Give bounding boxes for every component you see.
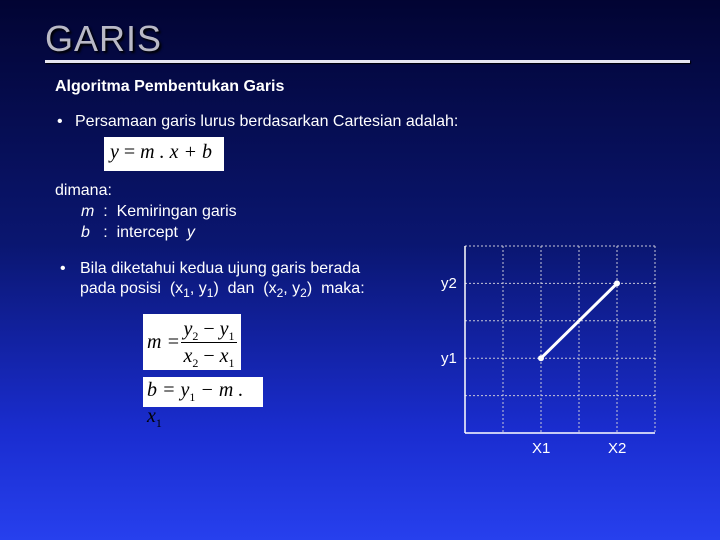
definition-b: b : intercept y [81,224,195,241]
slope-denominator: $x_2 - x_1$ [183,345,235,370]
formula-lhs: y [110,141,119,163]
y-tick-label: y2 [441,275,457,293]
slope-numerator: $y_2 - y_1$ [183,318,235,343]
endpoint-marker [538,355,544,361]
bullet-dot: • [60,260,66,277]
formula-rhs: m . x + b [140,141,212,163]
formula-equals: = [123,141,136,163]
slope-lhs: m = [147,331,180,353]
bullet-dot: • [57,113,63,130]
bullet-cartesian-text: Persamaan garis lurus berdasarkan Cartesian adalah: [75,113,459,130]
slide-title: GARIS [45,18,163,59]
x-tick-label: X2 [608,440,627,457]
intercept-formula: $b = y_1 - m$ . $x_1$ [143,377,263,407]
bullet-endpoints-line2: pada posisi ($x_1$, $y_1$) dan ($x_2$, $y_2$) maka: [80,280,365,301]
endpoint-marker [614,280,620,286]
definitions-heading: dimana: [55,182,112,199]
x-tick-label: X1 [532,440,551,457]
y-tick-label: y1 [441,350,457,368]
definition-m: m : Kemiringan garis [81,203,237,220]
bullet-endpoints-line1: Bila diketahui kedua ujung garis berada [80,260,361,277]
slide-subtitle: Algoritma Pembentukan Garis [55,78,285,95]
